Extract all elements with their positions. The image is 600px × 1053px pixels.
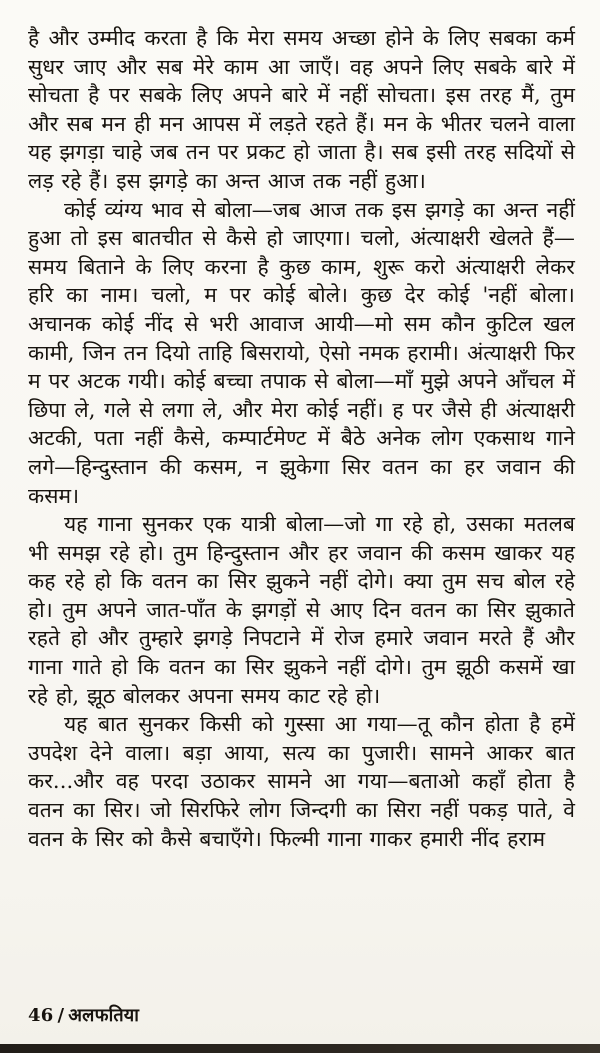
paragraph: यह बात सुनकर किसी को गुस्सा आ गया—तू कौन होता है हमें उपदेश देने वाला। बड़ा आया, सत्य का पुजारी। सामने आकर बात कर...और वह परदा उठाकर सामने आ गया—बताओ कहाँ होता है वतन का सिर। जो सिरफिरे लोग जिन्दगी का सिरा नहीं पकड़ पाते, वे वतन के सिर को कैसे बचाएँगे। फिल्मी गाना गाकर हमारी नींद हराम xyxy=(28,712,575,851)
paragraph: कोई व्यंग्य भाव से बोला—जब आज तक इस झगड़े का अन्त नहीं हुआ तो इस बातचीत से कैसे हो जाएगा। चलो, अंत्याक्षरी खेलते हैं—समय बिताने के लिए करना है कुछ काम, शुरू करो अंत्याक्षरी लेकर हरि का नाम। चलो, म पर कोई बोले। कुछ देर कोई 'नहीं बोला। अचानक कोई नींद से भरी आवाज आयी—मो सम कौन कुटिल खल कामी, जिन तन दियो ताहि बिसरायो, ऐसो नमक हरामी। अंत्याक्षरी फिर म पर अटक गयी। कोई बच्चा तपाक से बोला—माँ मुझे अपने आँचल में छिपा ले, गले से लगा ले, और मेरा कोई नहीं। ह पर जैसे ही अंत्याक्षरी अटकी, पता नहीं कैसे, कम्पार्टमेण्ट में बैठे अनेक लोग एकसाथ गाने लगे—हिन्दुस्तान की कसम, न झुकेगा सिर वतन का हर जवान की कसम। xyxy=(28,197,575,508)
page-footer xyxy=(28,1003,139,1027)
page-number: 46 xyxy=(28,1005,54,1026)
book-title: अलफतिया xyxy=(68,1005,140,1026)
footer-separator: / xyxy=(57,1005,65,1026)
scan-edge xyxy=(0,1044,600,1053)
paragraph: यह गाना सुनकर एक यात्री बोला—जो गा रहे हो, उसका मतलब भी समझ रहे हो। तुम हिन्दुस्तान और हर जवान की कसम खाकर यह कह रहे हो कि वतन का सिर झुकने नहीं दोगे। क्या तुम सच बोल रहे हो। तुम अपने जात-पाँत के झगड़ों से आए दिन वतन का सिर झुकाते रहते हो और तुम्हारे झगड़े निपटाने में रोज हमारे जवान मरते हैं और गाना गाते हो कि वतन का सिर झुकने नहीं दोगे। तुम झूठी कसमें खा रहे हो, झूठ बोलकर अपना समय काट रहे हो। xyxy=(28,512,575,708)
paragraph-continuation: है और उम्मीद करता है कि मेरा समय अच्छा होने के लिए सबका कर्म सुधर जाए और सब मेरे काम आ जाएँ। वह अपने लिए सबके बारे में सोचता है पर सबके लिए अपने बारे में नहीं सोचता। इस तरह मैं, तुम और सब मन ही मन आपस में लड़ते रहते हैं। मन के भीतर चलने वाला यह झगड़ा चाहे जब तन पर प्रकट हो जाता है। सब इसी तरह सदियों से लड़ रहे हैं। इस झगड़े का अन्त आज तक नहीं हुआ। xyxy=(28,26,575,193)
